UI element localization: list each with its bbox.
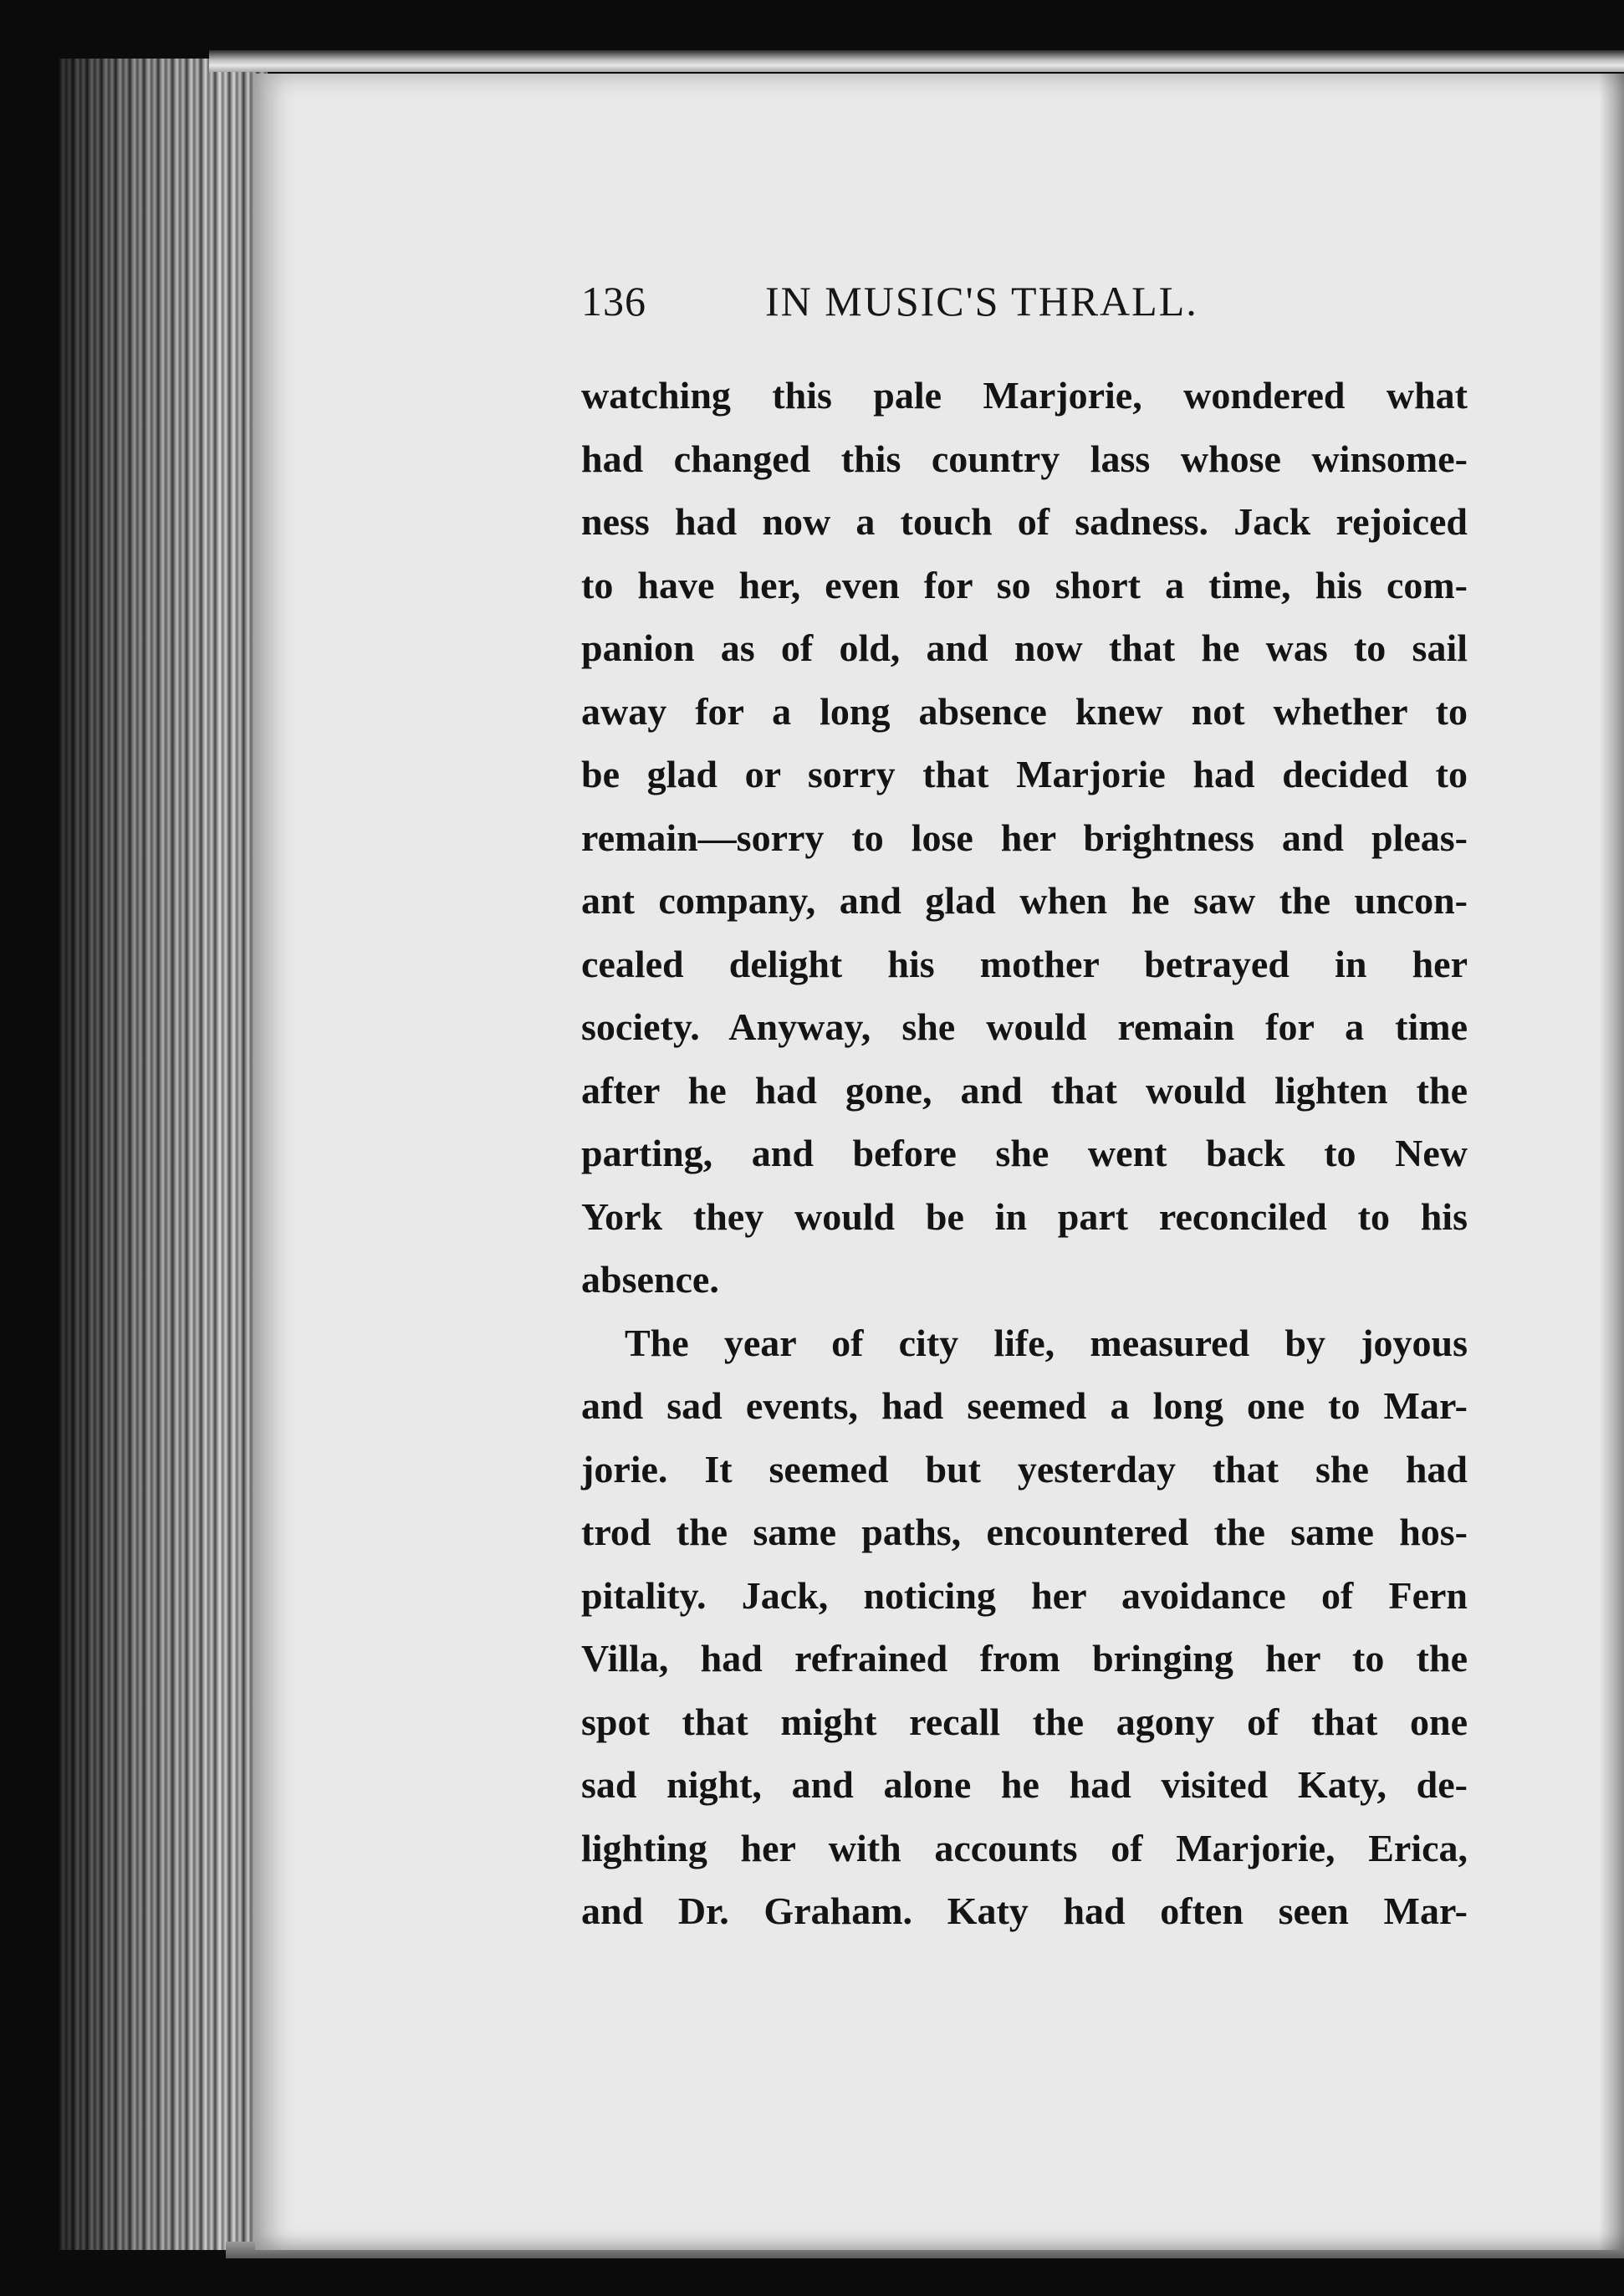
text-line: had changed this country lass whose winsome- [581, 437, 1468, 480]
text-line: jorie. It seemed but yesterday that she had [581, 1447, 1468, 1491]
running-title: IN MUSIC'S THRALL. [765, 278, 1198, 325]
text-line: lighting her with accounts of Marjorie, Erica, [581, 1826, 1468, 1869]
text-line: pitality. Jack, noticing her avoidance of Fern [581, 1573, 1468, 1617]
running-header [581, 272, 1476, 330]
text-line: Villa, had refrained from bringing her to the [581, 1637, 1468, 1680]
text-line: and sad events, had seemed a long one to Mar- [581, 1384, 1468, 1427]
stacked-page-edges [59, 59, 268, 2250]
text-line: to have her, even for so short a time, his com- [581, 563, 1468, 606]
text-line: society. Anyway, she would remain for a time [581, 1005, 1468, 1048]
text-line: be glad or sorry that Marjorie had decided to [581, 753, 1468, 795]
top-page-edge [209, 50, 1624, 72]
text-line: after he had gone, and that would lighten the [581, 1068, 1468, 1112]
text-line: ant company, and glad when he saw the uncon- [581, 879, 1468, 922]
body-text [581, 364, 1468, 1943]
text-line: watching this pale Marjorie, wondered what [581, 374, 1468, 417]
text-line: York they would be in part reconciled to his [581, 1194, 1468, 1238]
text-line: panion as of old, and now that he was to sail [581, 626, 1468, 669]
text-line: and Dr. Graham. Katy had often seen Mar- [581, 1889, 1468, 1932]
text-line: ness had now a touch of sadness. Jack rejoiced [581, 500, 1468, 543]
text-line: trod the same paths, encountered the same hos- [581, 1511, 1468, 1553]
text-line: away for a long absence knew not whether to [581, 689, 1468, 733]
text-line-paragraph-end: absence. [581, 1258, 719, 1301]
text-line-paragraph-start: The year of city life, measured by joyous [625, 1321, 1468, 1364]
text-line: cealed delight his mother betrayed in her [581, 942, 1468, 985]
text-line: sad night, and alone he had visited Katy, de- [581, 1763, 1468, 1806]
page-number: 136 [581, 278, 646, 325]
text-line: parting, and before she went back to New [581, 1132, 1468, 1174]
text-line: remain—sorry to lose her brightness and pleas- [581, 816, 1468, 859]
page-gutter-shadow [1599, 74, 1624, 2250]
text-line: spot that might recall the agony of that one [581, 1700, 1468, 1743]
